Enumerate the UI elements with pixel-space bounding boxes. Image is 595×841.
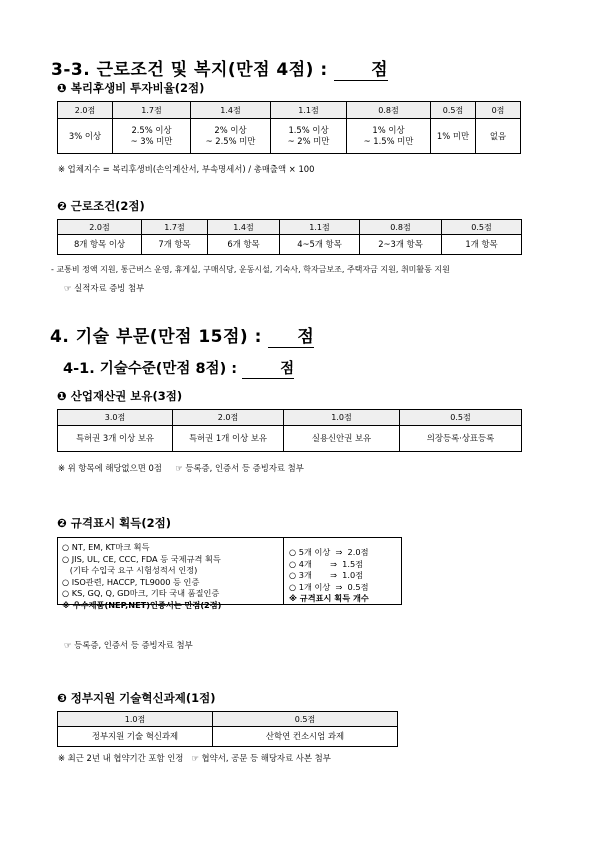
score-blank[interactable] bbox=[242, 357, 294, 379]
excellent-product-note: ※ 우수제품(NEP,NET)인증서는 만점(2점) bbox=[62, 599, 222, 610]
header-cell: 0.8점 bbox=[360, 220, 442, 235]
list-item: ○ KS, GQ, Q, GD마크, 기타 국내 품질인증 bbox=[62, 588, 220, 599]
list-item: (기타 수입국 요구 시험성적서 인정) bbox=[62, 565, 198, 576]
table-cell: 7개 항목 bbox=[142, 235, 208, 255]
table-cell: 1% 미만 bbox=[431, 119, 476, 154]
table-cell: 2% 이상 ~ 2.5% 미만 bbox=[191, 119, 271, 154]
list-item: ○ 5개 이상 ⇒ 2.0점 bbox=[289, 547, 369, 557]
table-row bbox=[58, 235, 522, 255]
table-cell: 의장등록·상표등록 bbox=[400, 426, 522, 452]
table-header-row bbox=[58, 102, 521, 119]
ip-table bbox=[57, 409, 522, 452]
table-row bbox=[58, 727, 398, 747]
section-3-3-heading bbox=[51, 55, 388, 81]
standards-evidence-note: ☞ 등록증, 인증서 등 증빙자료 첨부 bbox=[64, 640, 193, 650]
header-cell: 3.0점 bbox=[58, 410, 173, 426]
header-cell: 1.4점 bbox=[208, 220, 280, 235]
list-item: ○ 4개 ⇒ 1.5점 bbox=[289, 558, 364, 569]
table-cell: 3% 이상 bbox=[58, 119, 113, 154]
gov-project-note: ※ 최근 2년 내 협약기간 포함 인정 ☞ 협약서, 공문 등 해당자료 사본 첨부 bbox=[58, 753, 331, 763]
standards-left-list bbox=[62, 542, 221, 612]
header-cell: 0.5점 bbox=[431, 102, 476, 119]
gov-project-table bbox=[57, 711, 398, 747]
table-cell: 6개 항목 bbox=[208, 235, 280, 255]
working-conditions-heading: ❷ 근로조건(2점) bbox=[57, 199, 145, 213]
table-cell: 실용신안권 보유 bbox=[284, 426, 400, 452]
list-item: ○ NT, EM, KT마크 획득 bbox=[62, 542, 150, 552]
header-cell: 0.5점 bbox=[442, 220, 522, 235]
header-cell: 0.8점 bbox=[347, 102, 431, 119]
list-item: ○ 1개 이상 ⇒ 0.5점 bbox=[289, 581, 369, 592]
section-4-title: 4. 기술 부문(만점 15점) : bbox=[50, 327, 262, 347]
score-blank[interactable] bbox=[268, 322, 314, 348]
header-cell: 2.0점 bbox=[58, 102, 113, 119]
table-header-row bbox=[58, 220, 522, 235]
table-cell: 1% 이상 ~ 1.5% 미만 bbox=[347, 119, 431, 154]
table-row bbox=[58, 119, 521, 154]
table-cell: 1개 항목 bbox=[442, 235, 522, 255]
table-cell: 4~5개 항목 bbox=[280, 235, 360, 255]
header-cell: 1.1점 bbox=[280, 220, 360, 235]
standards-heading: ❷ 규격표시 획득(2점) bbox=[57, 516, 172, 530]
welfare-ratio-heading: ❶ 복리후생비 투자비율(2점) bbox=[57, 81, 205, 95]
section-4-heading bbox=[50, 322, 314, 348]
score-unit: 점 bbox=[371, 60, 389, 80]
standards-right-list bbox=[289, 547, 369, 605]
working-conditions-table bbox=[57, 219, 522, 255]
ip-note: ※ 위 항목에 해당없으면 0점 ☞ 등록증, 인증서 등 증빙자료 첨부 bbox=[58, 463, 304, 473]
header-cell: 0점 bbox=[476, 102, 521, 119]
welfare-ratio-table bbox=[57, 101, 521, 154]
header-cell: 2.0점 bbox=[173, 410, 284, 426]
header-cell: 1.7점 bbox=[113, 102, 191, 119]
table-cell: 1.5% 이상 ~ 2% 미만 bbox=[271, 119, 347, 154]
working-conditions-items: - 교통비 정액 지원, 통근버스 운영, 휴게실, 구매식당, 운동시설, 기숙사, 학자금보조, 주택자금 지원, 취미활동 지원 bbox=[51, 265, 450, 274]
score-unit: 점 bbox=[297, 327, 315, 347]
ip-heading: ❶ 산업재산권 보유(3점) bbox=[57, 389, 183, 403]
header-cell: 0.5점 bbox=[213, 712, 398, 727]
section-4-1-heading bbox=[63, 357, 294, 379]
header-cell: 2.0점 bbox=[58, 220, 142, 235]
score-blank[interactable] bbox=[334, 55, 388, 81]
header-cell: 1.7점 bbox=[142, 220, 208, 235]
table-header-row bbox=[58, 712, 398, 727]
header-cell: 1.4점 bbox=[191, 102, 271, 119]
header-cell: 1.0점 bbox=[284, 410, 400, 426]
table-cell: 2.5% 이상 ~ 3% 미만 bbox=[113, 119, 191, 154]
header-cell: 0.5점 bbox=[400, 410, 522, 426]
list-item: ○ 3개 ⇒ 1.0점 bbox=[289, 570, 364, 581]
standards-count-note: ※ 규격표시 획득 개수 bbox=[289, 593, 369, 604]
score-unit: 점 bbox=[280, 361, 295, 377]
table-header-row bbox=[58, 410, 522, 426]
working-conditions-evidence: ☞ 실적자료 증빙 첨부 bbox=[64, 283, 145, 293]
section-3-3-title: 3-3. 근로조건 및 복지(만점 4점) : bbox=[51, 60, 328, 80]
section-4-1-title: 4-1. 기술수준(만점 8점) : bbox=[63, 361, 238, 377]
table-cell: 특허권 3개 이상 보유 bbox=[58, 426, 173, 452]
table-cell: 없음 bbox=[476, 119, 521, 154]
table-cell: 특허권 1개 이상 보유 bbox=[173, 426, 284, 452]
table-row bbox=[58, 426, 522, 452]
welfare-ratio-note: ※ 업체지수 = 복리후생비(손익계산서, 부속명세서) / 총매출액 × 100 bbox=[58, 164, 315, 174]
list-item: ○ JIS, UL, CE, CCC, FDA 등 국제규격 획득 bbox=[62, 553, 221, 564]
standards-divider bbox=[283, 538, 284, 604]
header-cell: 1.1점 bbox=[271, 102, 347, 119]
table-cell: 8개 항목 이상 bbox=[58, 235, 142, 255]
list-item: ○ ISO관련, HACCP, TL9000 등 인증 bbox=[62, 576, 200, 587]
table-cell: 산학연 컨소시엄 과제 bbox=[213, 727, 398, 747]
table-cell: 정부지원 기술 혁신과제 bbox=[58, 727, 213, 747]
standards-box bbox=[57, 537, 402, 610]
table-cell: 2~3개 항목 bbox=[360, 235, 442, 255]
gov-project-heading: ❸ 정부지원 기술혁신과제(1점) bbox=[57, 691, 216, 705]
header-cell: 1.0점 bbox=[58, 712, 213, 727]
